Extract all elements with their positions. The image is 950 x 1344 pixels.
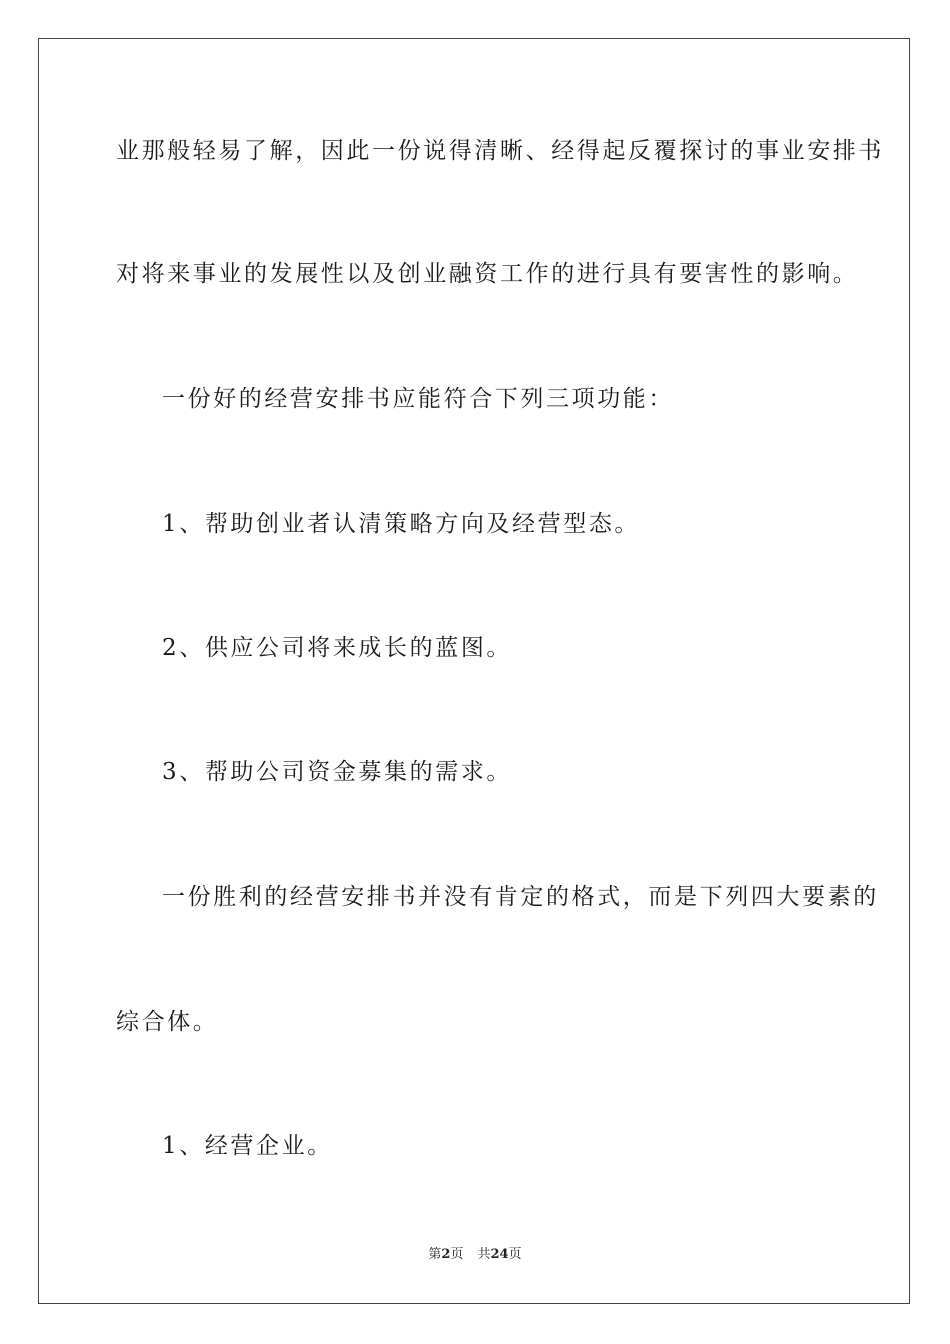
page-suffix: 页 (450, 1247, 464, 1262)
list-item-function-3: 3、帮助公司资金募集的需求。 (162, 759, 513, 785)
body-text-line: 对将来事业的发展性以及创业融资工作的进行具有要害性的影响。 (116, 261, 859, 287)
list-item-function-1: 1、帮助创业者认清策略方向及经营型态。 (162, 511, 641, 537)
paragraph-functions-intro: 一份好的经营安排书应能符合下列三项功能： (162, 386, 674, 412)
page-border (38, 38, 910, 1304)
page-number: 2 (441, 1247, 451, 1262)
total-pages: 24 (490, 1247, 509, 1262)
total-suffix: 页 (508, 1247, 522, 1262)
page-footer (0, 1246, 950, 1264)
body-text-line: 综合体。 (116, 1009, 219, 1035)
list-item-element-1: 1、经营企业。 (162, 1133, 333, 1159)
page-prefix: 第 (428, 1247, 442, 1262)
body-text-line: 业那般轻易了解，因此一份说得清晰、经得起反覆探讨的事业安排书 (116, 138, 884, 164)
total-prefix: 共 (477, 1247, 491, 1262)
list-item-function-2: 2、供应公司将来成长的蓝图。 (162, 635, 513, 661)
paragraph-elements-intro: 一份胜利的经营安排书并没有肯定的格式，而是下列四大要素的 (162, 884, 879, 910)
